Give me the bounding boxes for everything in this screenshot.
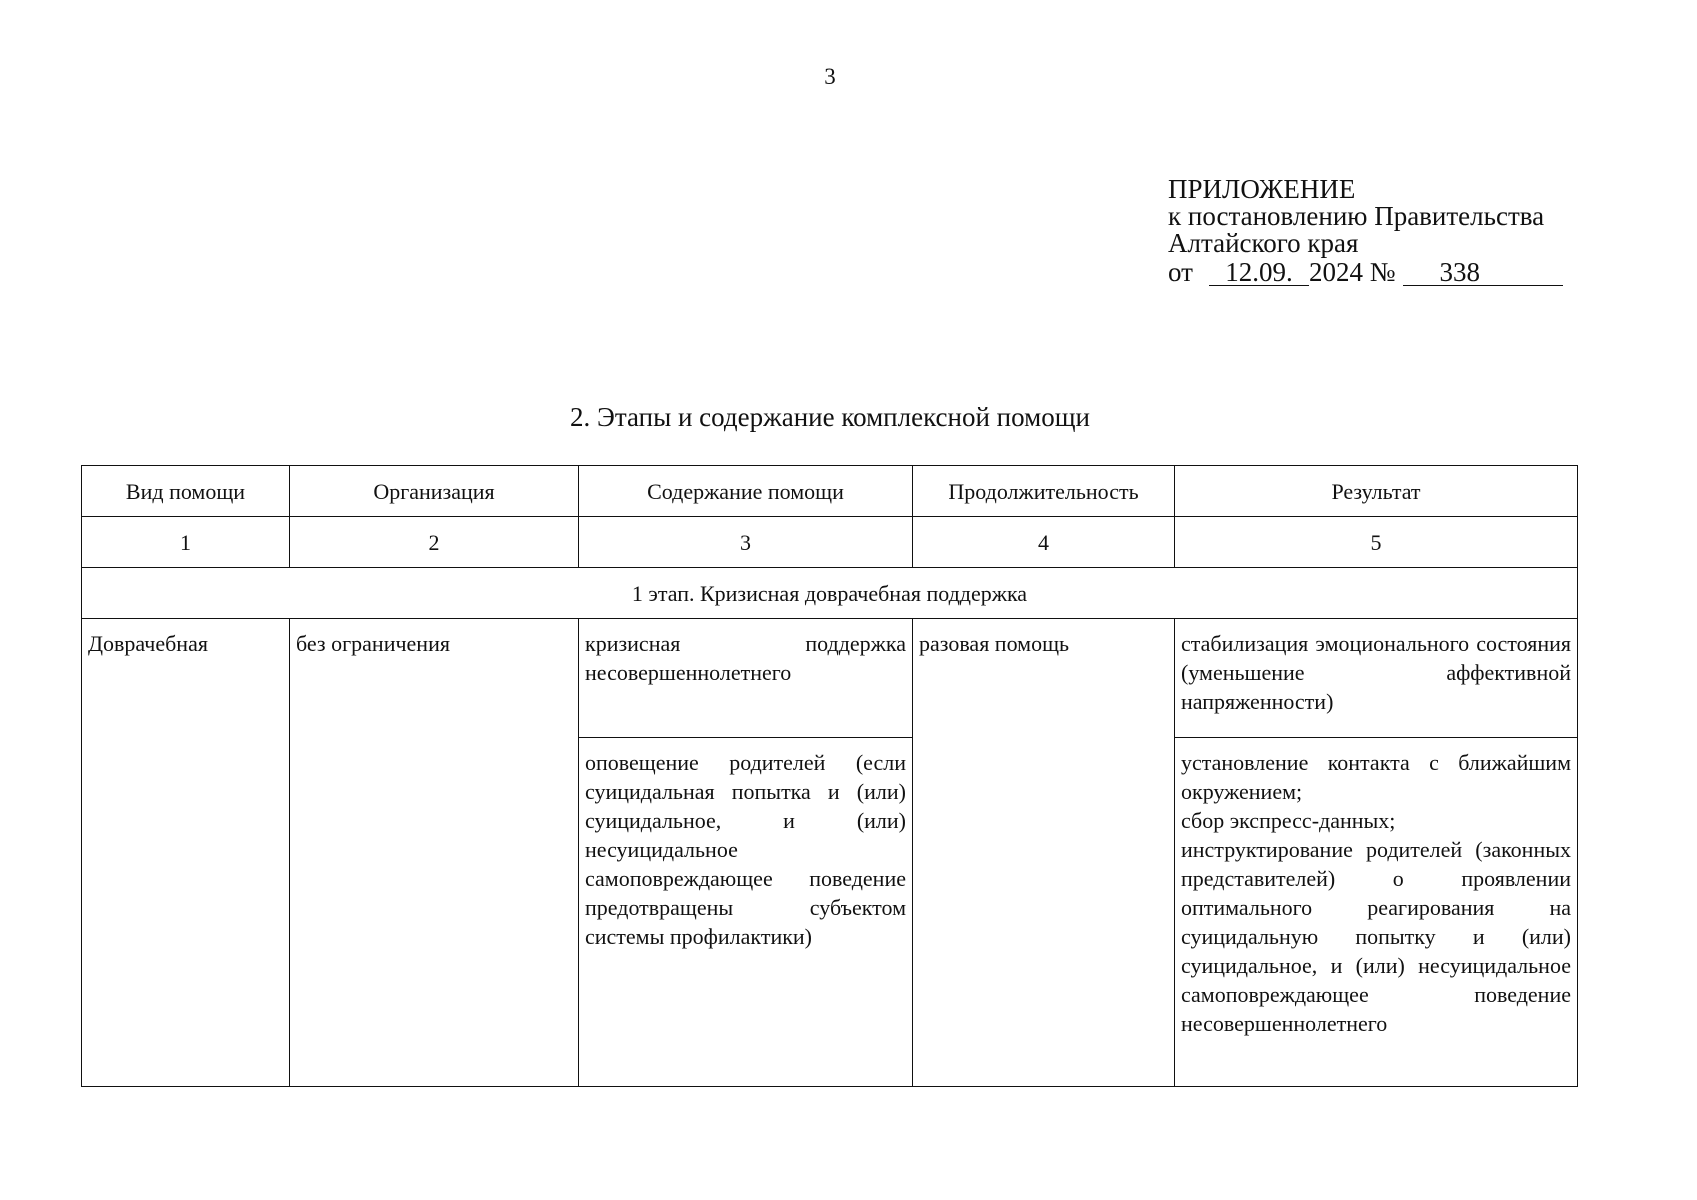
resolution-date: 12.09. xyxy=(1209,259,1309,286)
column-number-1: 1 xyxy=(82,517,290,568)
help-stages-table xyxy=(81,465,1578,1087)
appendix-heading: ПРИЛОЖЕНИЕ xyxy=(1168,174,1356,204)
column-number-4: 4 xyxy=(913,517,1175,568)
resolution-number: 338 xyxy=(1403,259,1563,286)
header-type: Вид помощи xyxy=(82,466,290,517)
header-duration: Продолжительность xyxy=(913,466,1175,517)
appendix-block xyxy=(1168,176,1578,286)
cell-content-1: кризисная поддержка несовершеннолетнего xyxy=(579,619,913,738)
header-content: Содержание помощи xyxy=(579,466,913,517)
header-organization: Организация xyxy=(290,466,579,517)
cell-result-1: стабилизация эмоционального состояния (уменьшение аффективной напряженности) xyxy=(1175,619,1578,738)
appendix-line-resolution: к постановлению Правительства xyxy=(1168,201,1545,231)
column-number-2: 2 xyxy=(290,517,579,568)
column-number-3: 3 xyxy=(579,517,913,568)
appendix-date-line xyxy=(1168,259,1578,286)
appendix-line-region: Алтайского края xyxy=(1168,228,1359,258)
column-number-5: 5 xyxy=(1175,517,1578,568)
cell-duration: разовая помощь xyxy=(913,619,1175,1087)
result-item-express-data: сбор экспресс-данных; xyxy=(1181,808,1396,833)
cell-organization: без ограничения xyxy=(290,619,579,1087)
from-label: от xyxy=(1168,257,1193,287)
resolution-year: 2024 № xyxy=(1308,257,1396,287)
stage-title: 1 этап. Кризисная доврачебная поддержка xyxy=(82,568,1578,619)
result-item-contact: установление контакта с ближайшим окружением; xyxy=(1181,750,1571,804)
table-row xyxy=(82,619,1578,738)
cell-help-type: Доврачебная xyxy=(82,619,290,1087)
section-title: 2. Этапы и содержание комплексной помощи xyxy=(570,402,1090,432)
cell-result-2 xyxy=(1175,738,1578,1087)
table-header-row xyxy=(82,466,1578,517)
page-number: 3 xyxy=(824,64,836,89)
result-item-instruction: инструктирование родителей (законных представителей) о проявлении оптимального реагирования на суицидальную попытку и (или) суицидальное, и (или) несуицидальное самоповреждающее поведение несовершеннолетнего xyxy=(1181,837,1571,1036)
table-column-numbers-row xyxy=(82,517,1578,568)
cell-content-2: оповещение родителей (если суицидальная попытка и (или) суицидальное, и (или) несуицидальное самоповреждающее поведение предотвращены субъектом системы профилактики) xyxy=(579,738,913,1087)
stage-row xyxy=(82,568,1578,619)
header-result: Результат xyxy=(1175,466,1578,517)
